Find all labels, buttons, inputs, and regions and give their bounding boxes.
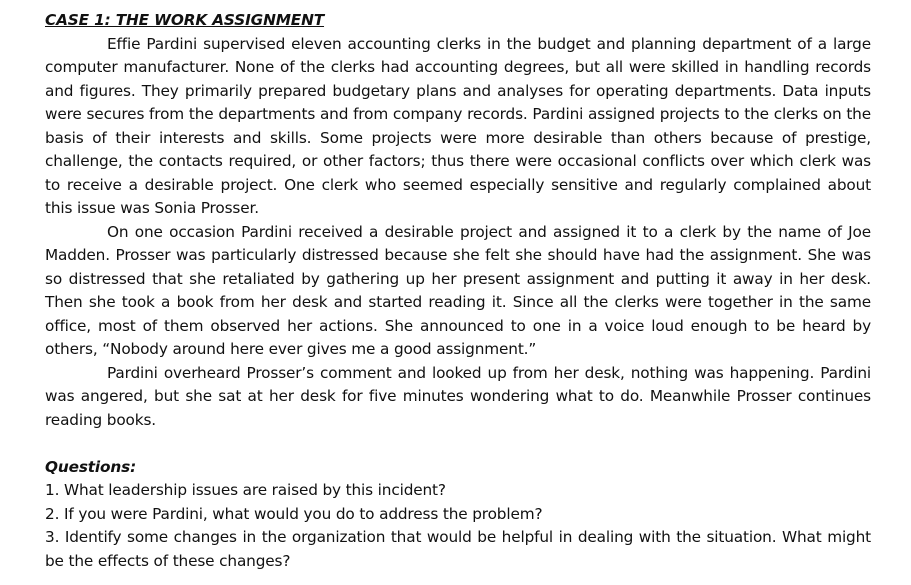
- questions-title: Questions:: [45, 457, 137, 476]
- section-spacer: [45, 432, 871, 456]
- document-page: [45, 9, 871, 573]
- case-title: CASE 1: THE WORK ASSIGNMENT: [45, 11, 325, 29]
- case-paragraph-3: Pardini overheard Prosser’s comment and looked up from her desk, nothing was happening. Pardini was angered, but she sat at her desk for five minutes wondering what to do. Meanwhile Prosser continues reading books.: [45, 363, 871, 429]
- question-3: 3. Identify some changes in the organization that would be helpful in dealing with the situation. What might be the effects of these changes?: [45, 528, 871, 570]
- question-2: 2. If you were Pardini, what would you do to address the problem?: [45, 504, 543, 523]
- case-paragraph-2: On one occasion Pardini received a desirable project and assigned it to a clerk by the name of Joe Madden. Prosser was particularly distressed because she felt she should have had the assignment. She was so distressed that she retaliated by gathering up her present assignment and putting it away in her desk. Then she took a book from her desk and started reading it. Since all the clerks were together in the same office, most of them observed her actions. She announced to one in a voice loud enough to be heard by others, “Nobody around here ever gives me a good assignment.”: [45, 222, 871, 358]
- question-1: 1. What leadership issues are raised by this incident?: [45, 481, 446, 499]
- case-paragraph-1: Effie Pardini supervised eleven accounting clerks in the budget and planning department of a large computer manufacturer. None of the clerks had accounting degrees, but all were skilled in handling records and figures. They primarily prepared budgetary plans and analyses for operating departments. Data inputs were secures from the departments and from company records. Pardini assigned projects to the clerks on the basis of their interests and skills. Some projects were more desirable than others because of prestige, challenge, the contacts required, or other factors; thus there were occasional conflicts over which clerk was to receive a desirable project. One clerk who seemed especially sensitive and regularly complained about this issue was Sonia Prosser.: [45, 34, 871, 217]
